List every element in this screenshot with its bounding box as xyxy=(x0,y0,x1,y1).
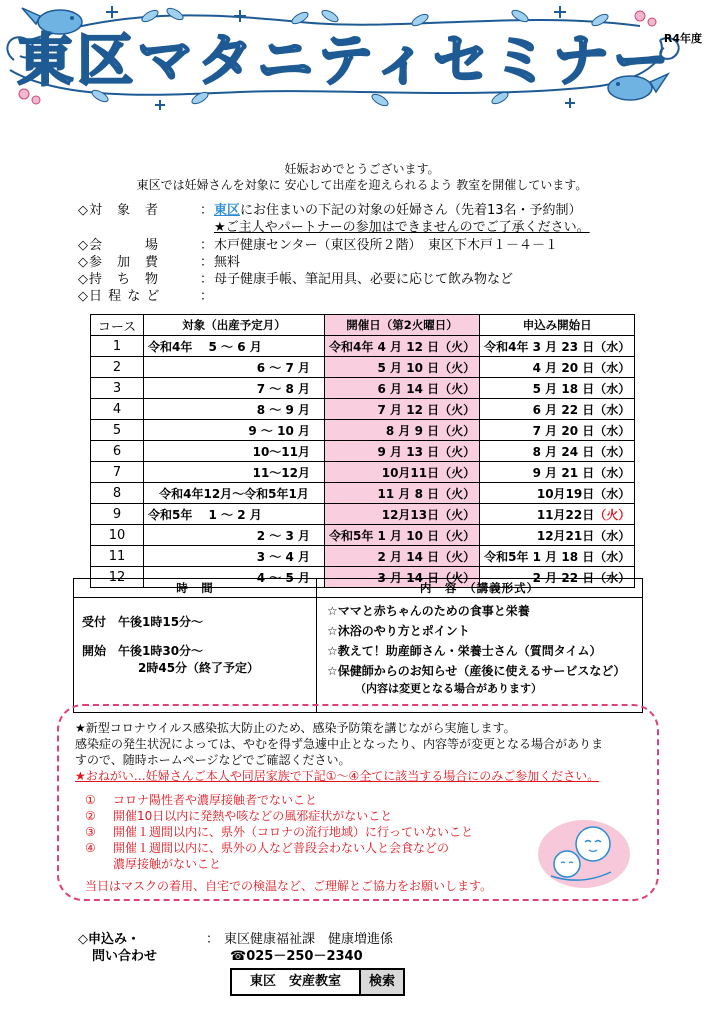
content-item-3: ☆教えて！助産師さん・栄養士さん（質問タイム） xyxy=(327,644,602,658)
contact-label-2: 問い合わせ xyxy=(92,949,158,964)
covid-item-3-text: 開催１週間以内に、県外（コロナの流行地域）に行っていないこと xyxy=(113,825,474,839)
schedule-row xyxy=(91,441,635,462)
course-cell: 6 xyxy=(91,441,144,462)
greeting-line-1: 妊娠おめでとうございます。 xyxy=(284,162,440,176)
search-keyword: 東区 安産教室 xyxy=(232,970,361,994)
schedule-row xyxy=(91,546,635,567)
covid-item-4-cont: 濃厚接触がないこと xyxy=(113,857,222,871)
fiscal-year: R4年度 xyxy=(663,32,702,45)
covid-line-1: ★新型コロナウイルス感染拡大防止のため、感染予防策を講じながら実施します。 xyxy=(75,721,516,735)
covid-item-1-num: ① xyxy=(85,793,96,807)
header-apply: 申込み開始日 xyxy=(480,315,635,336)
title-banner-graphic xyxy=(0,0,690,112)
course-cell: 3 xyxy=(91,378,144,399)
apply-cell: 8 月 24 日（水） xyxy=(480,441,635,462)
search-button[interactable]: 検索 xyxy=(361,970,403,994)
apply-cell: 12月21日（水） xyxy=(480,525,635,546)
search-box xyxy=(230,968,405,996)
date-cell: 7 月 12 日（火） xyxy=(325,399,480,420)
course-cell: 7 xyxy=(91,462,144,483)
info-items-label: ◇持 ち 物 xyxy=(78,272,159,287)
covid-item-3 xyxy=(85,824,473,840)
target-cell: 2 ～ 3 月 xyxy=(144,525,325,546)
course-cell: 10 xyxy=(91,525,144,546)
info-venue-label: ◇会 場 xyxy=(78,238,159,253)
date-cell: 8 月 9 日（火） xyxy=(325,420,480,441)
schedule-row xyxy=(91,462,635,483)
covid-item-2 xyxy=(85,808,392,824)
info-target-text: にお住まいの下記の対象の妊婦さん（先着13名・予約制） xyxy=(240,203,582,218)
info-items xyxy=(78,271,513,288)
covid-item-2-text: 開催10日以内に発熱や咳などの風邪症状がないこと xyxy=(113,809,393,823)
covid-item-1-text: コロナ陽性者や濃厚接触者でないこと xyxy=(113,793,318,807)
covid-item-4 xyxy=(85,840,449,856)
covid-line-2: 感染症の発生状況によっては、やむを得ず急遽中止となったり、内容等が変更となる場合がありま xyxy=(75,737,604,751)
covid-request: ★おねがい…妊婦さんご本人や同居家族で下記①～④全てに該当する場合にのみご参加ください。 xyxy=(75,769,600,783)
end-time: 2時45分（終了予定） xyxy=(138,661,260,675)
apply-cell: 5 月 18 日（水） xyxy=(480,378,635,399)
apply-cell: 4 月 20 日（水） xyxy=(480,357,635,378)
info-colon: ： xyxy=(200,255,214,270)
apply-cell: 7 月 20 日（水） xyxy=(480,420,635,441)
target-cell: 3 ～ 4 月 xyxy=(144,546,325,567)
date-cell: 5 月 10 日（火） xyxy=(325,357,480,378)
date-cell: 9 月 13 日（火） xyxy=(325,441,480,462)
info-target-highlight: 東区 xyxy=(214,203,241,218)
date-cell: 令和4年 4 月 12 日（火） xyxy=(325,336,480,357)
target-cell: 6 ～ 7 月 xyxy=(144,357,325,378)
info-fee-label: ◇参 加 費 xyxy=(78,255,159,270)
target-cell: 8 ～ 9 月 xyxy=(144,399,325,420)
covid-item-1 xyxy=(85,792,317,808)
schedule-row xyxy=(91,504,635,525)
schedule-row xyxy=(91,483,635,504)
course-cell: 9 xyxy=(91,504,144,525)
info-colon: ： xyxy=(200,272,214,287)
info-target-note: ★ご主人やパートナーの参加はできませんのでご了承ください。 xyxy=(214,220,590,235)
content-cell xyxy=(317,598,643,713)
reception-time: 受付 午後1時15分～ xyxy=(82,615,204,629)
info-items-text: 母子健康手帳、筆記用具、必要に応じて飲み物など xyxy=(214,272,514,287)
covid-notice-box xyxy=(57,704,659,901)
info-colon: ： xyxy=(200,203,214,218)
date-cell: 令和5年 1 月 10 日（火） xyxy=(325,525,480,546)
covid-item-4-num: ④ xyxy=(85,841,96,855)
contact-colon: ： xyxy=(206,932,220,947)
target-cell: 4 ～ 5 月 xyxy=(144,567,325,588)
apply-cell: 10月19日（水） xyxy=(480,483,635,504)
content-item-4: ☆保健師からのお知らせ（産後に使えるサービスなど） xyxy=(327,664,626,678)
course-cell: 1 xyxy=(91,336,144,357)
target-cell: 11～12月 xyxy=(144,462,325,483)
covid-item-4-text: 開催１週間以内に、県外の人など普段会わない人と会食などの xyxy=(113,841,450,855)
target-cell: 7 ～ 8 月 xyxy=(144,378,325,399)
date-cell: 12月13日（火） xyxy=(325,504,480,525)
time-content-body-row xyxy=(74,598,643,713)
course-cell: 12 xyxy=(91,567,144,588)
date-cell: 3 月 14 日（火） xyxy=(325,567,480,588)
target-cell: 9 ～ 10 月 xyxy=(144,420,325,441)
info-schedule xyxy=(78,288,214,305)
greeting-line-2: 東区では妊婦さんを対象に 安心して出産を迎えられるよう 教室を開催しています。 xyxy=(136,178,588,192)
info-schedule-label: ◇日 程 な ど xyxy=(78,289,161,304)
date-cell: 2 月 14 日（火） xyxy=(325,546,480,567)
schedule-row xyxy=(91,357,635,378)
header-target: 対象（出産予定月） xyxy=(144,315,325,336)
apply-cell: 11月22日（火） xyxy=(480,504,635,525)
contact-label-1: ◇申込み・ xyxy=(78,932,140,947)
content-header: 内 容 （講義形式） xyxy=(317,579,643,598)
contact-phone: ☎025－250－2340 xyxy=(230,949,363,964)
date-cell: 11 月 8 日（火） xyxy=(325,483,480,504)
schedule-row xyxy=(91,525,635,546)
target-cell: 令和5年 1 ～ 2 月 xyxy=(144,504,325,525)
schedule-row xyxy=(91,420,635,441)
schedule-row xyxy=(91,399,635,420)
date-cell: 6 月 14 日（火） xyxy=(325,378,480,399)
course-cell: 2 xyxy=(91,357,144,378)
schedule-table xyxy=(90,314,635,588)
covid-line-3: すので、随時ホームページなどでご確認ください。 xyxy=(75,753,351,767)
info-target-note-row xyxy=(214,219,590,236)
info-target-label: ◇対 象 者 xyxy=(78,203,159,218)
apply-cell: 2 月 22 日（水） xyxy=(480,567,635,588)
schedule-row xyxy=(91,378,635,399)
info-target xyxy=(78,202,582,219)
schedule-body xyxy=(91,336,635,588)
start-time: 開始 午後1時30分～ xyxy=(82,644,204,658)
apply-cell: 令和5年 1 月 18 日（水） xyxy=(480,546,635,567)
content-item-1: ☆ママと赤ちゃんのための食事と栄養 xyxy=(327,604,530,618)
schedule-row xyxy=(91,336,635,357)
covid-item-3-num: ③ xyxy=(85,825,96,839)
info-colon: ： xyxy=(200,289,214,304)
target-cell: 令和4年 5 ～ 6 月 xyxy=(144,336,325,357)
header-course: コース xyxy=(91,315,144,336)
time-header: 時 間 xyxy=(74,579,317,598)
header-date: 開催日（第2火曜日） xyxy=(325,315,480,336)
apply-cell: 9 月 21 日（水） xyxy=(480,462,635,483)
time-content-table xyxy=(73,578,643,713)
apply-cell: 6 月 22 日（水） xyxy=(480,399,635,420)
target-cell: 10～11月 xyxy=(144,441,325,462)
info-colon: ： xyxy=(200,238,214,253)
page-title: 東区マタニティセミナー xyxy=(17,29,673,94)
target-cell: 令和4年12月～令和5年1月 xyxy=(144,483,325,504)
course-cell: 11 xyxy=(91,546,144,567)
course-cell: 5 xyxy=(91,420,144,441)
baby-illustration-icon xyxy=(529,814,639,894)
info-fee xyxy=(78,254,240,271)
contact-dept: 東区健康福祉課 健康増進係 xyxy=(224,932,394,947)
apply-cell: 令和4年 3 月 23 日（水） xyxy=(480,336,635,357)
covid-closing: 当日はマスクの着用、自宅での検温など、ご理解とご協力をお願いします。 xyxy=(85,879,493,893)
content-item-2: ☆沐浴のやり方とポイント xyxy=(327,624,470,638)
title-banner xyxy=(0,0,690,112)
date-cell: 10月11日（火） xyxy=(325,462,480,483)
info-venue-text: 木戸健康センター（東区役所２階） 東区下木戸１－４－１ xyxy=(214,238,558,253)
time-content-header-row xyxy=(74,579,643,598)
course-cell: 4 xyxy=(91,399,144,420)
covid-item-2-num: ② xyxy=(85,809,96,823)
content-note: （内容は変更となる場合があります） xyxy=(355,682,542,695)
time-cell xyxy=(74,598,317,713)
info-venue xyxy=(78,237,558,254)
info-fee-text: 無料 xyxy=(214,255,241,270)
schedule-header-row xyxy=(91,315,635,336)
course-cell: 8 xyxy=(91,483,144,504)
